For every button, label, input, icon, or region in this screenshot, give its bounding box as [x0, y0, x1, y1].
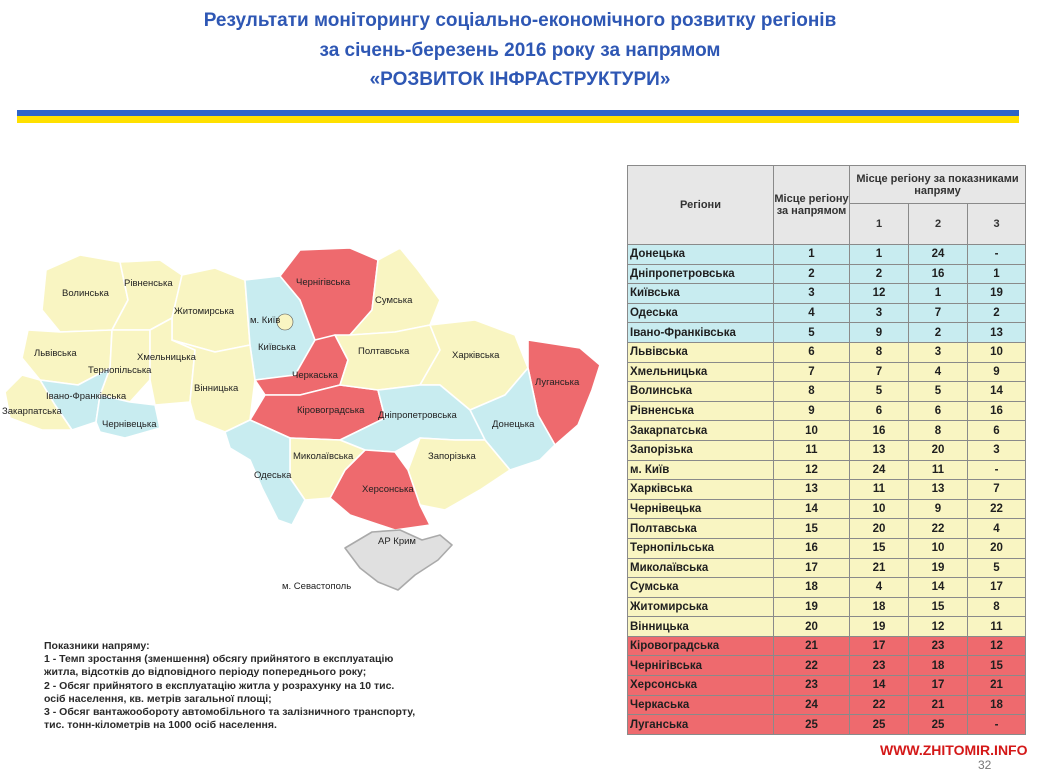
indicator-2-cell: 23: [909, 636, 968, 656]
label-luhanska: Луганська: [535, 377, 580, 388]
flag-stripe-yellow: [17, 116, 1019, 123]
table-row: [628, 480, 1026, 500]
indicator-1-cell: 24: [850, 460, 909, 480]
indicator-2-cell: 3: [909, 342, 968, 362]
indicator-2-cell: 12: [909, 617, 968, 637]
label-donetska: Донецька: [492, 419, 535, 430]
table-body: [628, 245, 1026, 735]
legend-line-2b: осіб населення, кв. метрів загальної площі;: [44, 692, 272, 705]
place-cell: 21: [774, 636, 850, 656]
place-cell: 2: [774, 264, 850, 284]
indicator-2-cell: 24: [909, 245, 968, 265]
indicator-1-cell: 21: [850, 558, 909, 578]
legend-line-3a: 3 - Обсяг вантажообороту автомобільного та залізничного транспорту,: [44, 706, 416, 719]
region-name-cell: Полтавська: [628, 519, 774, 539]
indicator-1-cell: 13: [850, 440, 909, 460]
indicator-1-cell: 14: [850, 676, 909, 696]
region-name-cell: Тернопільська: [628, 538, 774, 558]
table-row: [628, 245, 1026, 265]
table-row: [628, 460, 1026, 480]
label-m-kyiv: м. Київ: [250, 315, 281, 326]
indicator-3-cell: -: [968, 460, 1026, 480]
region-name-cell: Дніпропетровська: [628, 264, 774, 284]
header-indicators: Місце регіону за показниками напряму: [850, 166, 1026, 204]
indicator-2-cell: 13: [909, 480, 968, 500]
indicator-1-cell: 6: [850, 401, 909, 421]
label-chernihivska: Чернігівська: [296, 277, 351, 288]
table-row: [628, 519, 1026, 539]
place-cell: 8: [774, 382, 850, 402]
indicator-2-cell: 10: [909, 538, 968, 558]
table-row: [628, 362, 1026, 382]
table-row: [628, 695, 1026, 715]
indicator-3-cell: 3: [968, 440, 1026, 460]
table-row: [628, 656, 1026, 676]
place-cell: 18: [774, 578, 850, 598]
title-line-2: за січень-березень 2016 року за напрямом: [319, 39, 721, 61]
region-name-cell: Харківська: [628, 480, 774, 500]
place-cell: 12: [774, 460, 850, 480]
place-cell: 19: [774, 597, 850, 617]
indicator-2-cell: 4: [909, 362, 968, 382]
indicator-3-cell: 16: [968, 401, 1026, 421]
label-kharkivska: Харківська: [452, 350, 500, 361]
table-row: [628, 303, 1026, 323]
label-zaporizka: Запорізька: [428, 451, 476, 462]
indicator-3-cell: 8: [968, 597, 1026, 617]
indicator-3-cell: 17: [968, 578, 1026, 598]
label-khmelnytska: Хмельницька: [137, 352, 196, 363]
indicator-2-cell: 22: [909, 519, 968, 539]
region-name-cell: Херсонська: [628, 676, 774, 696]
place-cell: 4: [774, 303, 850, 323]
indicator-1-cell: 15: [850, 538, 909, 558]
indicator-1-cell: 23: [850, 656, 909, 676]
region-name-cell: Хмельницька: [628, 362, 774, 382]
place-cell: 3: [774, 284, 850, 304]
place-cell: 22: [774, 656, 850, 676]
indicator-3-cell: 1: [968, 264, 1026, 284]
place-cell: 13: [774, 480, 850, 500]
place-cell: 15: [774, 519, 850, 539]
table-row: [628, 401, 1026, 421]
place-cell: 5: [774, 323, 850, 343]
table-row: [628, 676, 1026, 696]
table-row: [628, 715, 1026, 735]
region-name-cell: Одеська: [628, 303, 774, 323]
indicator-1-cell: 10: [850, 499, 909, 519]
indicator-3-cell: 21: [968, 676, 1026, 696]
header-regions: Регіони: [628, 166, 774, 245]
label-odeska: Одеська: [254, 470, 292, 481]
indicator-3-cell: 19: [968, 284, 1026, 304]
indicator-3-cell: 13: [968, 323, 1026, 343]
label-poltavska: Полтавська: [358, 346, 410, 357]
region-name-cell: Чернівецька: [628, 499, 774, 519]
label-lvivska: Львівська: [34, 348, 77, 359]
label-zhytomyrska: Житомирська: [174, 306, 235, 317]
label-zakarpatska: Закарпатська: [2, 406, 62, 417]
region-name-cell: Рівненська: [628, 401, 774, 421]
indicator-2-cell: 2: [909, 323, 968, 343]
title-line-3: «РОЗВИТОК ІНФРАСТРУКТУРИ»: [369, 69, 671, 90]
place-cell: 23: [774, 676, 850, 696]
indicator-1-cell: 8: [850, 342, 909, 362]
label-chernivetska: Чернівецька: [102, 419, 157, 430]
indicator-3-cell: 9: [968, 362, 1026, 382]
table-row: [628, 323, 1026, 343]
indicator-3-cell: 10: [968, 342, 1026, 362]
indicator-3-cell: 14: [968, 382, 1026, 402]
indicator-3-cell: 6: [968, 421, 1026, 441]
indicator-2-cell: 16: [909, 264, 968, 284]
region-name-cell: Черкаська: [628, 695, 774, 715]
indicator-1-cell: 9: [850, 323, 909, 343]
indicator-3-cell: 5: [968, 558, 1026, 578]
indicator-2-cell: 25: [909, 715, 968, 735]
region-name-cell: м. Київ: [628, 460, 774, 480]
place-cell: 25: [774, 715, 850, 735]
place-cell: 17: [774, 558, 850, 578]
table-row: [628, 636, 1026, 656]
indicator-2-cell: 19: [909, 558, 968, 578]
indicator-1-cell: 22: [850, 695, 909, 715]
label-volynska: Волинська: [62, 288, 109, 299]
title-line-1: Результати моніторингу соціально-економічного розвитку регіонів: [203, 10, 837, 31]
label-vinnytska: Вінницька: [194, 383, 239, 394]
table-row: [628, 264, 1026, 284]
place-cell: 6: [774, 342, 850, 362]
region-name-cell: Львівська: [628, 342, 774, 362]
indicator-1-cell: 18: [850, 597, 909, 617]
indicator-1-cell: 3: [850, 303, 909, 323]
region-name-cell: Кіровоградська: [628, 636, 774, 656]
region-name-cell: Київська: [628, 284, 774, 304]
label-kyivska: Київська: [258, 342, 296, 353]
place-cell: 20: [774, 617, 850, 637]
place-cell: 14: [774, 499, 850, 519]
indicator-3-cell: -: [968, 715, 1026, 735]
legend-line-1a: 1 - Темп зростання (зменшення) обсягу прийнятого в експлуатацію: [44, 653, 394, 666]
label-kirovohradska: Кіровоградська: [297, 405, 365, 416]
table-row: [628, 597, 1026, 617]
indicator-3-cell: 12: [968, 636, 1026, 656]
indicator-1-cell: 5: [850, 382, 909, 402]
indicator-2-cell: 5: [909, 382, 968, 402]
indicator-3-cell: 15: [968, 656, 1026, 676]
region-name-cell: Волинська: [628, 382, 774, 402]
table-row: [628, 382, 1026, 402]
indicator-2-cell: 21: [909, 695, 968, 715]
indicator-1-cell: 25: [850, 715, 909, 735]
header-col-3: 3: [968, 204, 1026, 245]
region-name-cell: Донецька: [628, 245, 774, 265]
indicator-2-cell: 7: [909, 303, 968, 323]
region-name-cell: Сумська: [628, 578, 774, 598]
label-cherkaska: Черкаська: [292, 370, 338, 381]
table-row: [628, 617, 1026, 637]
indicator-1-cell: 17: [850, 636, 909, 656]
table-row: [628, 499, 1026, 519]
table-row: [628, 578, 1026, 598]
slide-title: [60, 6, 980, 95]
website-watermark: WWW.ZHITOMIR.INFO: [880, 742, 1028, 758]
indicator-1-cell: 19: [850, 617, 909, 637]
region-name-cell: Миколаївська: [628, 558, 774, 578]
region-name-cell: Запорізька: [628, 440, 774, 460]
region-name-cell: Вінницька: [628, 617, 774, 637]
indicator-2-cell: 9: [909, 499, 968, 519]
indicator-3-cell: 20: [968, 538, 1026, 558]
label-dnipropetrovska: Дніпропетровська: [378, 410, 457, 421]
indicator-3-cell: 7: [968, 480, 1026, 500]
region-name-cell: Житомирська: [628, 597, 774, 617]
indicator-2-cell: 20: [909, 440, 968, 460]
label-ivano-frankivska: Івано-Франківська: [46, 391, 127, 402]
label-sumska: Сумська: [375, 295, 413, 306]
table-row: [628, 342, 1026, 362]
indicator-2-cell: 18: [909, 656, 968, 676]
place-cell: 24: [774, 695, 850, 715]
indicator-2-cell: 17: [909, 676, 968, 696]
indicator-1-cell: 1: [850, 245, 909, 265]
indicator-3-cell: 22: [968, 499, 1026, 519]
label-ar-krym: АР Крим: [378, 536, 416, 547]
indicator-1-cell: 2: [850, 264, 909, 284]
regions-ranking-table: [627, 165, 1026, 735]
legend-line-2a: 2 - Обсяг прийнятого в експлуатацію житла у розрахунку на 10 тис.: [44, 679, 395, 692]
indicator-1-cell: 16: [850, 421, 909, 441]
indicator-2-cell: 6: [909, 401, 968, 421]
table-row: [628, 284, 1026, 304]
place-cell: 1: [774, 245, 850, 265]
header-col-1: 1: [850, 204, 909, 245]
indicator-2-cell: 15: [909, 597, 968, 617]
place-cell: 9: [774, 401, 850, 421]
indicator-3-cell: 11: [968, 617, 1026, 637]
label-rivnenska: Рівненська: [124, 278, 173, 289]
place-cell: 7: [774, 362, 850, 382]
indicator-1-cell: 7: [850, 362, 909, 382]
place-cell: 10: [774, 421, 850, 441]
table-row: [628, 538, 1026, 558]
indicators-legend: [44, 640, 484, 732]
indicator-2-cell: 8: [909, 421, 968, 441]
region-name-cell: Закарпатська: [628, 421, 774, 441]
indicator-2-cell: 11: [909, 460, 968, 480]
indicator-2-cell: 14: [909, 578, 968, 598]
place-cell: 11: [774, 440, 850, 460]
legend-line-3b: тис. тонн-кілометрів на 1000 осіб населення.: [44, 719, 277, 732]
label-m-sevastopol: м. Севастополь: [282, 581, 352, 592]
label-khersonska: Херсонська: [362, 484, 414, 495]
indicator-3-cell: 4: [968, 519, 1026, 539]
indicator-2-cell: 1: [909, 284, 968, 304]
region-name-cell: Чернігівська: [628, 656, 774, 676]
indicator-1-cell: 20: [850, 519, 909, 539]
table-row: [628, 421, 1026, 441]
ukraine-regions-map: [0, 230, 610, 600]
region-name-cell: Луганська: [628, 715, 774, 735]
table-row: [628, 440, 1026, 460]
legend-heading: Показники напряму:: [44, 640, 150, 652]
indicator-1-cell: 12: [850, 284, 909, 304]
legend-line-1b: житла, відсотків до відповідного періоду попереднього року;: [44, 666, 367, 679]
indicator-1-cell: 4: [850, 578, 909, 598]
page-number: 32: [978, 758, 992, 772]
indicator-1-cell: 11: [850, 480, 909, 500]
table-row: [628, 558, 1026, 578]
region-name-cell: Івано-Франківська: [628, 323, 774, 343]
label-mykolaivska: Миколаївська: [293, 451, 354, 462]
header-col-2: 2: [909, 204, 968, 245]
indicator-3-cell: 2: [968, 303, 1026, 323]
indicator-3-cell: 18: [968, 695, 1026, 715]
place-cell: 16: [774, 538, 850, 558]
header-place: Місце регіону за напрямом: [774, 166, 850, 245]
indicator-3-cell: -: [968, 245, 1026, 265]
label-ternopilska: Тернопільська: [88, 365, 152, 376]
